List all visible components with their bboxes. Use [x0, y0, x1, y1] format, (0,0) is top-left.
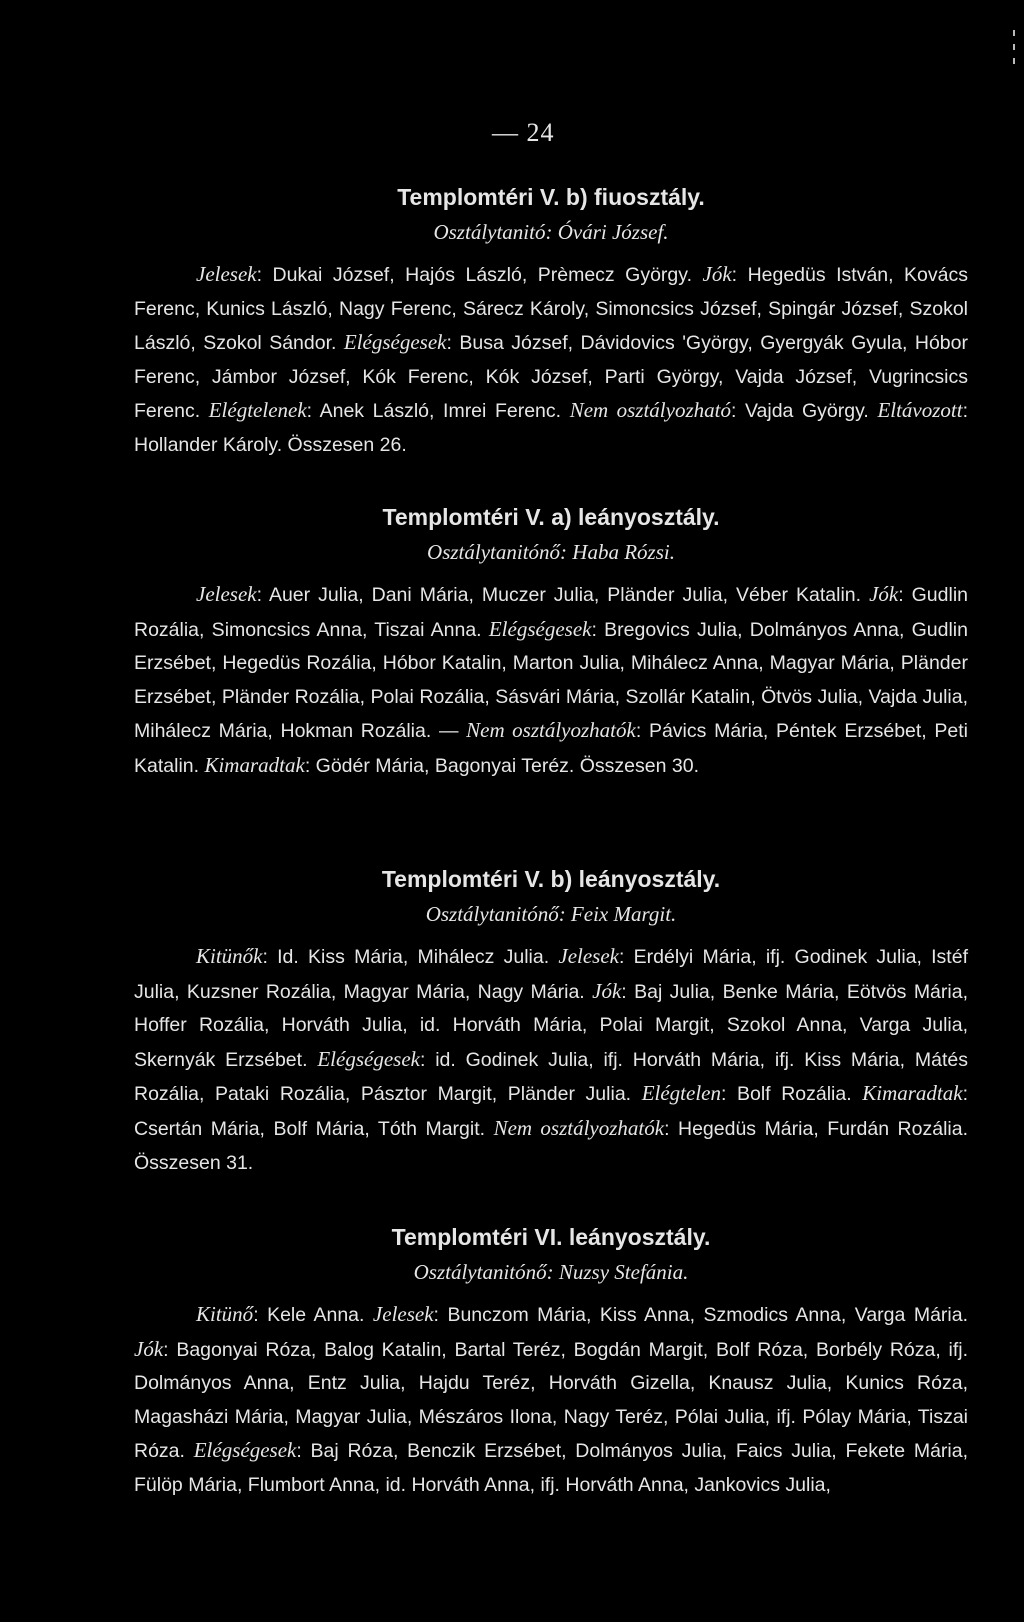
scan-edge-marks	[1013, 30, 1016, 90]
grade-label: Jelesek	[196, 582, 257, 606]
grade-names: Busa József, Dávidovics 'György, Gyergyák Gyula, Hóbor Ferenc, Jámbor József, Kók Ferenc, Kók József, Parti György, Vajda József, Vugrincsics Ferenc.	[134, 332, 968, 423]
grade-label: Elégségesek	[317, 1046, 420, 1071]
grade-names: Hegedüs Mária, Furdán Rozália. Összesen 31.	[134, 1117, 968, 1174]
grade-names: Bregovics Julia, Dolmányos Anna, Gudlin Erzsébet, Hegedüs Rozália, Hóbor Katalin, Marton Julia, Mihálecz Anna, Magyar Mária, Pländer Erzsébet, Pländer Rozália, Polai Rozália, Sásvári Mária, Szollár Katalin, Ötvös Julia, Vajda Julia, Mihálecz Mária, Hokman Rozália. —	[134, 618, 968, 743]
grade-names: Anek László, Imrei Ferenc.	[319, 400, 562, 423]
grade-names: Pávics Mária, Péntek Erzsébet, Peti Katalin.	[134, 720, 969, 777]
section-heading: Templomtéri V. a) leányosztály.	[382, 504, 720, 530]
section-body: Kitünő: Kele Anna. Jelesek: Bunczom Mária, Kiss Anna, Szmodics Anna, Varga Mária. Jók: Bagonyai Róza, Balog Katalin, Bartal Teréz, Bogdán Margit, Bolf Róza, Borbély Róza, ifj. Dolmányos Anna, Entz Julia, Hajdu Teréz, Horváth Gizella, Knausz Julia, Kunics Róza, Magasházi Mária, Magyar Julia, Mészáros Ilona, Nagy Teréz, Pólai Julia, ifj. Pólay Mária, Tiszai Róza. Elégségesek: Baj Róza, Benczik Erzsébet, Dolmányos Julia, Faics Julia, Fekete Mária, Fülöp Mária, Flumbort Anna, id. Horváth Anna, ifj. Horváth Anna, Jankovics Julia,	[134, 1302, 969, 1496]
grade-label: Nem osztályozható	[569, 398, 731, 423]
grade-names: Id. Kiss Mária, Mihálecz Julia.	[277, 946, 550, 968]
grade-label: Jók	[592, 978, 622, 1003]
grade-label: Kitünő	[196, 1302, 254, 1326]
section-heading: Templomtéri V. b) fiuosztály.	[397, 184, 705, 210]
grade-label: Kitünők	[196, 944, 263, 968]
grade-label: Kimaradtak	[204, 752, 305, 777]
grade-names: Auer Julia, Dani Mária, Muczer Julia, Pländer Julia, Véber Katalin.	[268, 584, 862, 606]
section-v-a-girls	[134, 498, 968, 784]
section-heading: Templomtéri VI. leányosztály.	[391, 1224, 711, 1250]
grade-label: Jók	[702, 262, 732, 286]
section-vi-girls	[134, 1218, 968, 1503]
section-teacher: Osztálytanitónő: Nuzsy Stefánia.	[413, 1260, 689, 1284]
grade-names: Dukai József, Hajós László, Prèmecz György.	[272, 264, 692, 286]
section-teacher: Osztálytanitónő: Feix Margit.	[425, 902, 677, 926]
grade-label: Jelesek	[558, 944, 619, 968]
grade-names: Baj Julia, Benke Mária, Eötvös Mária, Hoffer Rozália, Horváth Julia, id. Horváth Mária, Polai Margit, Szokol Anna, Varga Julia, Skernyák Erzsébet.	[134, 980, 968, 1071]
section-heading: Templomtéri V. b) leányosztály.	[381, 866, 721, 892]
grade-names: Csertán Mária, Bolf Mária, Tóth Margit.	[134, 1117, 486, 1140]
grade-names: Hollander Károly. Összesen 26.	[134, 433, 407, 456]
grade-label: Jók	[869, 582, 899, 606]
grade-label: Elégségesek	[193, 1438, 297, 1463]
grade-label: Elégtelenek	[208, 398, 307, 423]
grade-label: Jelesek	[372, 1302, 434, 1326]
grade-names: Vajda György.	[744, 400, 869, 423]
grade-label: Nem osztályozhatók	[493, 1115, 665, 1140]
grade-label: Elégtelen	[641, 1081, 721, 1106]
grade-label: Kimaradtak	[862, 1081, 963, 1106]
grade-names: Kele Anna.	[267, 1304, 365, 1326]
grade-names: id. Godinek Julia, ifj. Horváth Mária, ifj. Kiss Mária, Mátés Rozália, Pataki Rozália, Pásztor Margit, Pländer Julia.	[134, 1048, 969, 1106]
grade-names: Erdélyi Mária, ifj. Godinek Julia, Istéf Julia, Kuzsner Rozália, Magyar Mária, Nagy Mária.	[134, 946, 968, 1003]
grade-names: Bolf Rozália.	[737, 1083, 852, 1106]
section-body: Jelesek: Auer Julia, Dani Mária, Muczer Julia, Pländer Julia, Véber Katalin. Jók: Gudlin Rozália, Simoncsics Anna, Tiszai Anna. Elégségesek: Bregovics Julia, Dolmányos Anna, Gudlin Erzsébet, Hegedüs Rozália, Hóbor Katalin, Marton Julia, Mihálecz Anna, Magyar Mária, Pländer Erzsébet, Pländer Rozália, Polai Rozália, Sásvári Mária, Szollár Katalin, Ötvös Julia, Vajda Julia, Mihálecz Mária, Hokman Rozália. — Nem osztályozhatók: Pávics Mária, Péntek Erzsébet, Peti Katalin. Kimaradtak: Gödér Mária, Bagonyai Teréz. Összesen 30.	[134, 582, 969, 777]
section-body: Jelesek: Dukai József, Hajós László, Prèmecz György. Jók: Hegedüs István, Kovács Ferenc, Kunics László, Nagy Ferenc, Sárecz Károly, Simoncsics József, Spingár József, Szokol László, Szokol Sándor. Elégségesek: Busa József, Dávidovics 'György, Gyergyák Gyula, Hóbor Ferenc, Jámbor József, Kók Ferenc, Kók József, Parti György, Vajda József, Vugrincsics Ferenc. Elégtelenek: Anek László, Imrei Ferenc. Nem osztályozható: Vajda György. Eltávozott: Hollander Károly. Összesen 26.	[134, 262, 969, 456]
section-teacher: Osztálytanitó: Óvári József.	[433, 220, 669, 244]
grade-names: Gödér Mária, Bagonyai Teréz. Összesen 30.	[315, 754, 699, 777]
grade-label: Jelesek	[196, 262, 257, 286]
grade-label: Elégségesek	[343, 330, 447, 355]
grade-label: Eltávozott	[877, 398, 963, 423]
page-number: — 24	[492, 118, 555, 147]
grade-names: Baj Róza, Benczik Erzsébet, Dolmányos Julia, Faics Julia, Fekete Mária, Fülöp Mária, Flumbort Anna, id. Horváth Anna, ifj. Horváth Anna, Jankovics Julia,	[134, 1440, 969, 1496]
section-body: Kitünők: Id. Kiss Mária, Mihálecz Julia. Jelesek: Erdélyi Mária, ifj. Godinek Julia, Istéf Julia, Kuzsner Rozália, Magyar Mária, Nagy Mária. Jók: Baj Julia, Benke Mária, Eötvös Mária, Hoffer Rozália, Horváth Julia, id. Horváth Mária, Polai Margit, Szokol Anna, Varga Julia, Skernyák Erzsébet. Elégségesek: id. Godinek Julia, ifj. Horváth Mária, ifj. Kiss Mária, Mátés Rozália, Pataki Rozália, Pásztor Margit, Pländer Julia. Elégtelen: Bolf Rozália. Kimaradtak: Csertán Mária, Bolf Mária, Tóth Margit. Nem osztályozhatók: Hegedüs Mária, Furdán Rozália. Összesen 31.	[134, 944, 969, 1174]
section-v-b-boys	[134, 178, 968, 463]
grade-names: Gudlin Rozália, Simoncsics Anna, Tiszai Anna.	[134, 584, 968, 641]
grade-label: Elégségesek	[488, 616, 592, 641]
grade-label: Nem osztályozhatók	[466, 718, 636, 743]
grade-names: Bagonyai Róza, Balog Katalin, Bartal Teréz, Bogdán Margit, Bolf Róza, Borbély Róza, ifj. Dolmányos Anna, Entz Julia, Hajdu Teréz, Horváth Gizella, Knausz Julia, Kunics Róza, Magasházi Mária, Magyar Julia, Mészáros Ilona, Nagy Teréz, Pólai Julia, ifj. Pólay Mária, Tiszai Róza.	[134, 1338, 969, 1463]
grade-names: Hegedüs István, Kovács Ferenc, Kunics László, Nagy Ferenc, Sárecz Károly, Simoncsics József, Spingár József, Szokol László, Szokol Sándor.	[134, 264, 968, 355]
grade-label: Jók	[134, 1336, 164, 1361]
section-v-b-girls	[134, 860, 968, 1180]
section-teacher: Osztálytanitónő: Haba Rózsi.	[427, 540, 675, 564]
grade-names: Bunczom Mária, Kiss Anna, Szmodics Anna, Varga Mária.	[447, 1304, 969, 1326]
